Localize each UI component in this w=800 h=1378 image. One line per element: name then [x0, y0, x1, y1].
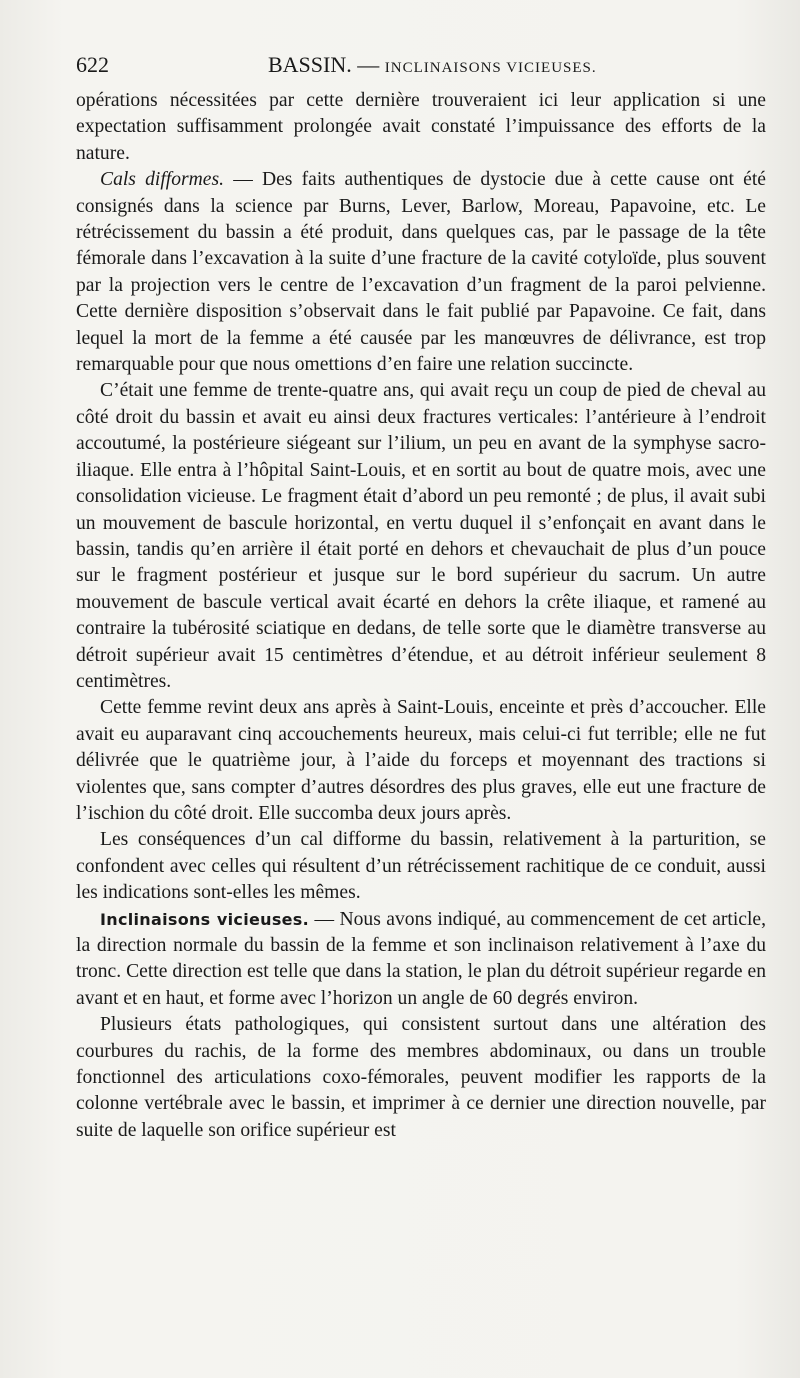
- section-lead-inclinaisons-vicieuses: Inclinaisons vicieuses.: [100, 909, 310, 929]
- text-body: [76, 88, 766, 1144]
- paragraph-pathological-states: [76, 1012, 766, 1144]
- paragraph-text: Les conséquences d’un cal difforme du bassin, relativement à la parturition, se confondent avec celles qui résultent d’un rétrécissement rachitique de ce conduit, aussi les indications sont-elles les mêmes.: [76, 829, 766, 904]
- paragraph-text: opérations nécessitées par cette dernière trouveraient ici leur application si une expectation suffisamment prolongée avait constaté l’impuissance des efforts de la nature.: [76, 90, 766, 164]
- section-lead-cals-difformes: Cals difformes.: [100, 169, 225, 191]
- page-header: [76, 44, 766, 84]
- paragraph-consequences: [76, 827, 766, 906]
- running-head-title: BASSIN.: [268, 52, 352, 77]
- paragraph-text: — Des faits authentiques de dystocie due à cette cause ont été consignés dans la science par Burns, Lever, Barlow, Moreau, Papavoine, etc. Le rétrécissement du bassin a été produit, dans quelques cas, par le passage de la tête fémorale dans l’excavation à la suite d’une fracture de la cavité cotyloïde, plus souvent par la projection vers le centre de l’excavation d’un fragment de la paroi pelvienne. Cette dernière disposition s’observait dans le fait publié par Papavoine. Ce fait, dans lequel la mort de la femme a été causée par les manœuvres de délivrance, est trop remarquable pour que nous omettions d’en faire une relation succincte.: [76, 169, 766, 376]
- paragraph-text: C’était une femme de trente-quatre ans, qui avait reçu un coup de pied de cheval au côté droit du bassin et avait eu ainsi deux fractures verticales: l’antérieure à l’endroit accoutumé, la postérieure siégeant sur l’ilium, un peu en avant de la symphyse sacro-iliaque. Elle entra à l’hôpital Saint-Louis, et en sortit au bout de quatre mois, avec une consolidation vicieuse. Le fragment était d’abord un peu remonté ; de plus, il avait subi un mouvement de bascule horizontal, en vertu duquel il s’enfonçait en avant dans le bassin, tandis qu’en arrière il était porté en dehors et chevauchait de plus d’un pouce sur le fragment postérieur et jusque sur le bord supérieur du sacrum. Un autre mouvement de bascule vertical avait écarté en dehors la crête iliaque, et ramené au contraire la tubérosité sciatique en dedans, de telle sorte que le diamètre transverse au détroit supérieur avait 15 centimètres d’étendue, et au détroit inférieur seulement 8 centimètres.: [76, 380, 766, 692]
- paragraph-text: Cette femme revint deux ans après à Saint-Louis, enceinte et près d’accoucher. Elle avait eu auparavant cinq accouchements heureux, mais celui-ci fut terrible; elle ne fut délivrée que le quatrième jour, à l’aide du forceps et moyennant des tractions si violentes que, sans compter d’autres désordres des plus graves, elle eut une fracture de l’ischion du côté droit. Elle succomba deux jours après.: [76, 697, 766, 824]
- paragraph-case-description: [76, 378, 766, 695]
- paragraph-text: — Nous avons indiqué, au commencement de cet article, la direction normale du bassin de la femme et son inclinaison relativement à l’axe du tronc. Cette direction est telle que dans la station, le plan du détroit supérieur regarde en avant et en haut, et forme avec l’horizon un angle de 60 degrés environ.: [76, 908, 766, 1009]
- running-head: [268, 52, 597, 78]
- running-head-subtitle: INCLINAISONS VICIEUSES.: [384, 60, 597, 76]
- paragraph-text: Plusieurs états pathologiques, qui consistent surtout dans une altération des courbures du rachis, de la forme des membres abdominaux, ou dans un trouble fonctionnel des articulations coxo-fémorales, peuvent modifier les rapports de la colonne vertébrale avec le bassin, et imprimer à ce dernier une direction nouvelle, par suite de laquelle son orifice supérieur est: [76, 1014, 766, 1141]
- page-number: 622: [76, 52, 109, 77]
- paragraph-cals-difformes: [76, 167, 766, 378]
- paragraph-inclinaisons-vicieuses: [76, 907, 766, 1013]
- running-head-separator: —: [357, 52, 380, 77]
- paragraph-case-outcome: [76, 695, 766, 827]
- paragraph-continuation: [76, 88, 766, 167]
